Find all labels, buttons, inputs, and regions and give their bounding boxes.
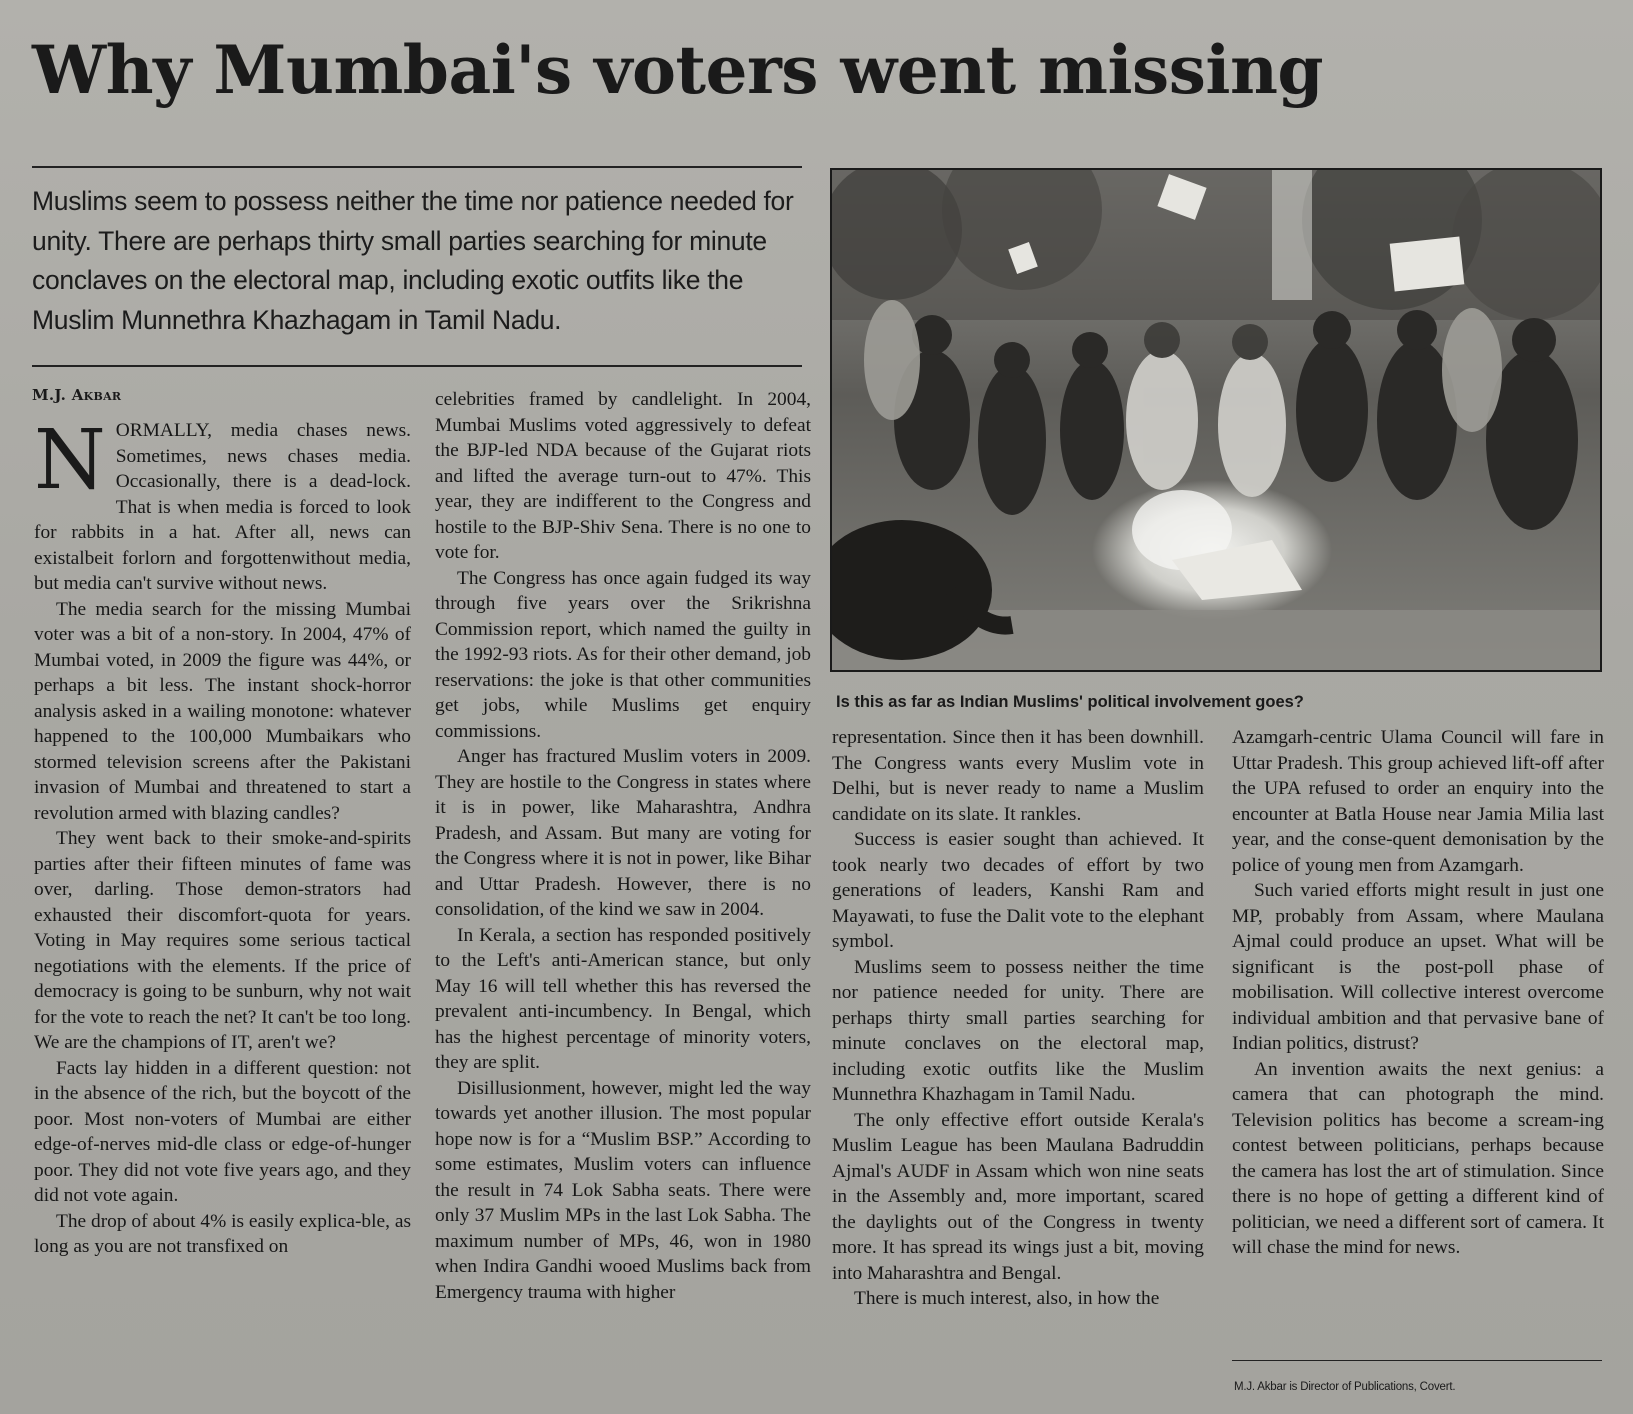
- paragraph: An invention awaits the next genius: a camera that can photograph the mind. Television politics has become a scream-ing contest between politicians, perhaps because the camera has lost the art of stimulation. Since there is no hope of getting a different kind of politician, we need a different sort of camera. It will chase the mind for news.: [1232, 1058, 1604, 1258]
- paragraph: Success is easier sought than achieved. It took nearly two decades of effort by two generations of leaders, Kanshi Ram and Mayawati, to fuse the Dalit vote to the elephant symbol.: [832, 829, 1204, 952]
- paragraph: celebrities framed by candlelight. In 2004, Mumbai Muslims voted aggressively to defeat the BJP-led NDA because of the Gujarat riots and lifted the average turn-out to 47%. This year, they are indifferent to the Congress and hostile to the BJP-Shiv Sena. There is no one to vote for.: [435, 389, 811, 563]
- paragraph: There is much interest, also, in how the: [854, 1288, 1160, 1309]
- paragraph: representation. Since then it has been downhill. The Congress wants every Muslim vote in Delhi, but is never ready to name a Muslim candidate on its slate. It rankles.: [832, 727, 1204, 825]
- paragraph: Such varied efforts might result in just one MP, probably from Assam, where Maulana Ajmal could produce an upset. What will be significant is the post-poll phase of mobilisation. Will collective interest overcome individual ambition and that pervasive bane of Indian politics, distrust?: [1232, 880, 1604, 1054]
- lead-paragraph-text: ORMALLY, media chases news. Sometimes, news chases media. Occasionally, there is a dead-lock. That is when media is forced to look for rabbits in a hat. After all, news can existalbeit forlorn and forgottenwithout media, but media can't survive without news.: [34, 420, 411, 594]
- protest-photo: [830, 168, 1602, 672]
- paragraph: The media search for the missing Mumbai voter was a bit of a non-story. In 2004, 47% of Mumbai voted, in 2009 the figure was 44%, or perhaps a bit less. The instant shock-horror analysis asked in a wailing monotone: whatever happened to the 100,000 Mumbaikars who stormed television screens after the Pakistani invasion of Mumbai and threatened to start a revolution armed with blazing candles?: [34, 598, 411, 824]
- author-bio: M.J. Akbar is Director of Publications, Covert.: [1234, 1381, 1456, 1393]
- paragraph: Anger has fractured Muslim voters in 2009. They are hostile to the Congress in states where it is in power, like Maharashtra, Andhra Pradesh, and Assam. But many are voting for the Congress where it is not in power, like Bihar and Uttar Pradesh. However, there is no consolidation, of the kind we saw in 2004.: [435, 746, 811, 920]
- paragraph: Azamgarh-centric Ulama Council will fare in Uttar Pradesh. This group achieved lift-off after the UPA refused to order an enquiry into the encounter at Batla House near Jamia Milia last year, and the conse-quent demonisation by the police of young men from Azamgarh.: [1232, 727, 1604, 876]
- article-column-3: [832, 725, 1204, 1312]
- deck-standfirst: Muslims seem to possess neither the time nor patience needed for unity. There are perhaps thirty small parties searching for minute conclaves on the electoral map, including exotic outfits like the Muslim Munnethra Khazhagam in Tamil Nadu.: [32, 186, 794, 335]
- paragraph: They went back to their smoke-and-spirits parties after their fifteen minutes of fame was over, darling. Those demon-strators had exhausted their discomfort-quota for years. Voting in May requires some serious tactical negotiations with the elements. If the price of democracy is going to be sunburn, why not wait for the vote to reach the net? It can't be too long. We are the champions of IT, aren't we?: [34, 828, 411, 1053]
- article-column-4: [1232, 725, 1604, 1261]
- article-column-2: [435, 387, 811, 1305]
- paragraph: Muslims seem to possess neither the time nor patience needed for unity. There are perhaps thirty small parties searching for minute conclaves on the electoral map, including exotic outfits like the Muslim Munnethra Khazhagam in Tamil Nadu.: [832, 956, 1204, 1105]
- paragraph: In Kerala, a section has responded positively to the Left's anti-American stance, but only May 16 will tell whether this has reversed the prevalent anti-incumbency. In Bengal, which has the highest percentage of minority voters, they are split.: [435, 924, 811, 1073]
- drop-cap: N: [34, 413, 106, 508]
- paragraph: The Congress has once again fudged its way through five years over the Srikrishna Commission report, which named the guilty in the 1992-93 riots. As for their other demand, job reservations: the joke is that other communities get jobs, while Muslims get enquiry commissions.: [435, 567, 811, 742]
- protest-photo-illustration: [832, 170, 1600, 670]
- photo-caption: Is this as far as Indian Muslims' political involvement goes?: [836, 693, 1304, 711]
- deck-top-rule: [32, 166, 802, 168]
- paragraph: Disillusionment, however, might led the way towards yet another illusion. The most popular hope now is for a “Muslim BSP.” According to some estimates, Muslim voters can influence the result in 74 Lok Sabha seats. There were only 37 Muslim MPs in the last Lok Sabha. The maximum number of MPs, 46, won in 1980 when Indira Gandhi wooed Muslims back from Emergency trauma with higher: [435, 1077, 811, 1303]
- byline: M.J. Akbar: [32, 386, 122, 404]
- paragraph: The drop of about 4% is easily explica-ble, as long as you are not transfixed on: [34, 1210, 411, 1257]
- paragraph: The only effective effort outside Kerala's Muslim League has been Maulana Badruddin Ajmal's AUDF in Assam which won nine seats in the Assembly and, more important, scared the daylights out of the Congress in twenty more. It has spread its wings just a bit, moving into Maharashtra and Bengal.: [832, 1109, 1204, 1284]
- lead-paragraph: [34, 413, 411, 597]
- article-column-1: [34, 413, 411, 1260]
- deck-bottom-rule: [32, 365, 802, 367]
- headline: Why Mumbai's voters went missing: [32, 31, 1324, 109]
- paragraph: Facts lay hidden in a different question: not in the absence of the rich, but the boycott of the poor. Most non-voters of Mumbai are either edge-of-nerves mid-dle class or edge-of-hunger poor. They did not vote five years ago, and they did not vote again.: [34, 1057, 411, 1206]
- bio-rule: [1232, 1360, 1602, 1361]
